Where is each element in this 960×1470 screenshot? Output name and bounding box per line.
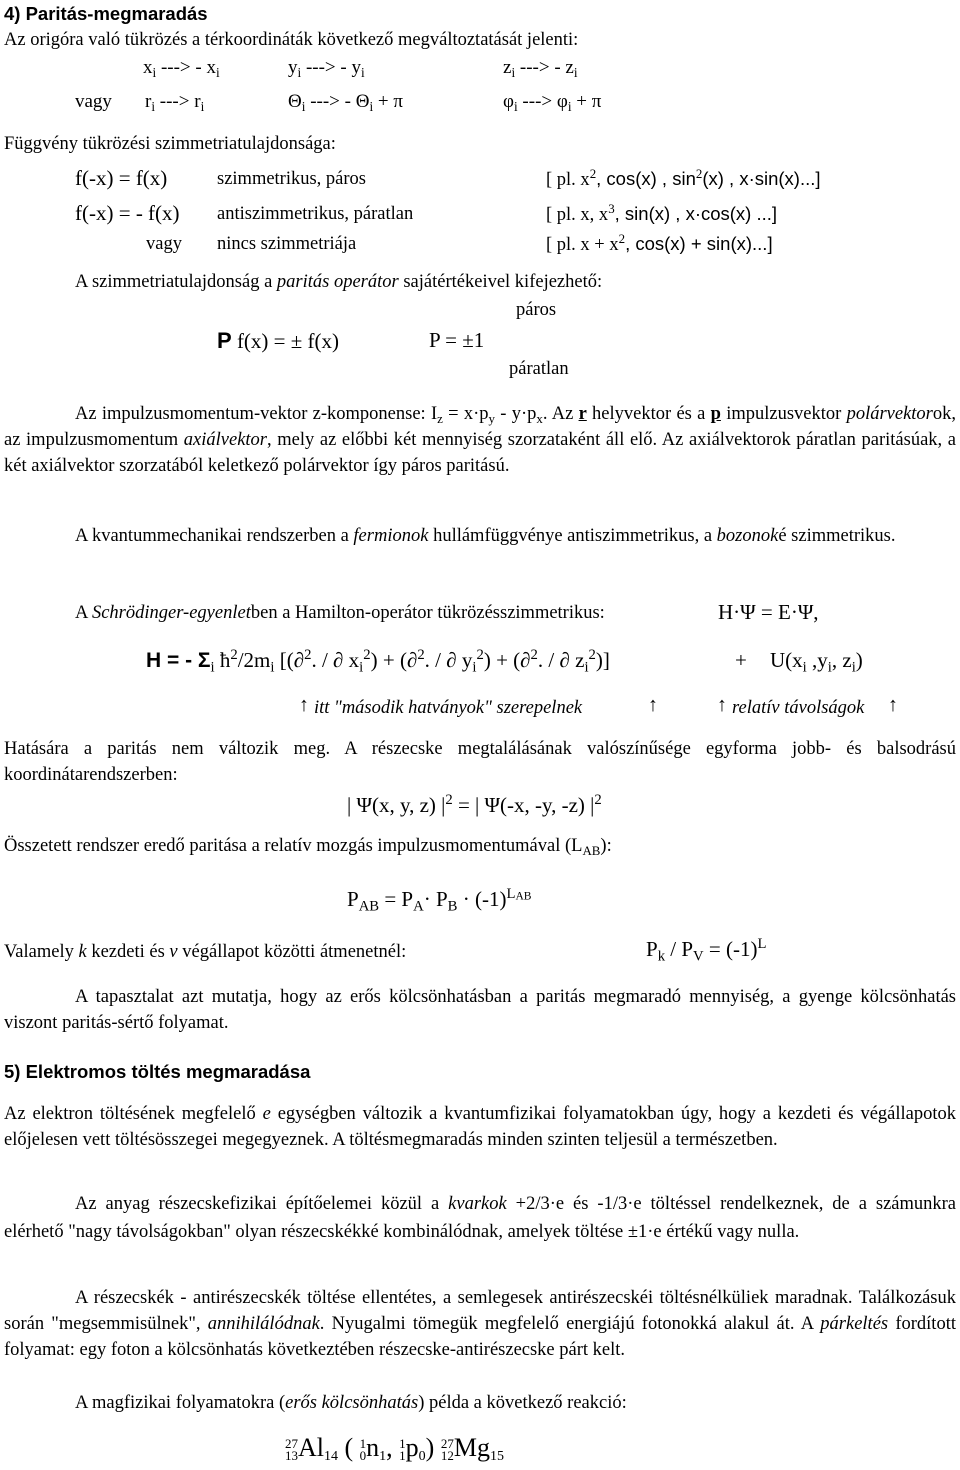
- composite-parity-text: Összetett rendszer eredő paritása a relatív mozgás impulzusmomentumával $(L_{AB})$:: [4, 836, 612, 858]
- nuclear-reaction: 27 13 $Al_{14}$ ( 1 0 $n_1$, 1 1 $p_0$) 27 12 $Mg_{15}$: [285, 1433, 504, 1465]
- pk-equation: $P_k / P_V = (-1)^L$: [646, 935, 767, 965]
- parity-unchanged-paragraph: Hatására a paritás nem változik meg. A részecske megtalálásának valószínűsége egyforma jobb- és balsodrású koordinátarendszerben:: [4, 739, 956, 785]
- parity-operator-text: A szimmetriatulajdonság a paritás operátor sajátértékeivel kifejezhető:: [75, 272, 603, 292]
- sym-none-vagy: vagy: [146, 234, 182, 254]
- hamiltonian-plus: +: [735, 648, 747, 672]
- function-symmetry-label: Függvény tükrözési szimmetriatulajdonsága:: [4, 134, 336, 154]
- sym-none-name: nincs szimmetriája: [217, 234, 357, 254]
- parity-intro: Az origóra való tükrözés a térkoordináták következő megváltoztatását jelenti:: [4, 30, 579, 50]
- sym-none-example: [ pl. $x + x^2$, cos(x) + sin(x)...]: [546, 230, 773, 255]
- note-relative-distances: relatív távolságok: [732, 698, 865, 718]
- map-vagy: vagy: [75, 91, 112, 112]
- note-second-powers: itt "második hatványok" szerepelnek: [314, 698, 583, 718]
- schrodinger-eq: H·Ψ = E·Ψ,: [718, 600, 819, 624]
- label-paros: páros: [516, 300, 557, 320]
- charge-paragraph-4: A magfizikai folyamatokra (erős kölcsönhatás) példa a következő reakció:: [75, 1393, 627, 1413]
- charge-paragraph-2: Az anyag részecskefizikai építőelemei közül a kvarkok +2/3·e és -1/3·e töltéssel rendelkeznek, de a számunkra elérhető "nagy távolságokban" olyan részecskékké kombinálódnak, amelyek töltése ±1·e értékű vagy nulla.: [4, 1194, 957, 1242]
- parity-eigen-eq: P f(x) = ± f(x): [217, 328, 340, 353]
- label-paratlan: páratlan: [509, 359, 569, 379]
- parity-eigen-values: P = ±1: [429, 328, 485, 352]
- sym-odd-eq: f(-x) = - f(x): [75, 201, 180, 225]
- sym-even-eq: f(-x) = f(x): [75, 166, 168, 190]
- schrodinger-text: A Schrödinger-egyenletben a Hamilton-operátor tükrözésszimmetrikus:: [75, 603, 605, 623]
- psi-equation: | Ψ(x, y, z) $|^2$ = | Ψ(-x, -y, -z) $|^2$: [347, 791, 602, 817]
- arrow-up-icon: ↑: [888, 694, 898, 716]
- hamiltonian-potential: $U(x_i$ $,y_i$, $z_i$): [770, 648, 863, 676]
- sym-odd-name: antiszimmetrikus, páratlan: [217, 204, 414, 224]
- impulse-paragraph: Az impulzusmomentum-vektor z-komponense: $I_z = x\cdot p_y - y\cdot p_x$. Az r helyvektor és a p impulzusvektor polárvektorok, az impulzusmomentum axiálvektor, mely az előbbi két mennyiség szorzataként áll elő. Az axiálvektorok páratlan paritásúak, a két axiálvektor szorzatából keletkező polárvektor így páros paritású.: [4, 404, 956, 476]
- sym-even-example: [ pl. $x^2$, cos(x) , $\sin^2(x)$ , x·sin(x)...]: [546, 165, 821, 190]
- transition-text: Valamely k kezdeti és v végállapot közötti átmenetnél:: [4, 942, 407, 962]
- arrow-up-icon: ↑: [717, 694, 727, 716]
- experience-paragraph: A tapasztalat azt mutatja, hogy az erős kölcsönhatásban a paritás megmaradó mennyiség, a gyenge kölcsönhatás viszont paritás-sértő folyamat.: [4, 987, 956, 1033]
- map-theta: $\Theta_i$ ---> - $\Theta_i + \pi$: [288, 91, 403, 114]
- arrow-up-icon: ↑: [299, 694, 309, 716]
- section-title-parity: 4) Paritás-megmaradás: [4, 3, 208, 24]
- charge-paragraph-3: A részecskék - antirészecskék töltése ellentétes, a semlegesek antirészecskéi töltésnélküliek maradnak. Találkozásuk során "megsemmisülnek", annihilálódnak. Nyugalmi tömegük megfelelő energiájú fotonokká alakul át. A párkeltés fordított folyamat: egy foton a kölcsönhatás következtében részecske-antirészecske párt kelt.: [4, 1288, 956, 1360]
- sym-even-name: szimmetrikus, páros: [217, 169, 367, 189]
- sym-odd-example: [ pl. x, $x^3$, sin(x) , x·cos(x) ...]: [546, 200, 778, 225]
- map-phi: $\varphi_i$ ---> $\varphi_i + \pi$: [503, 91, 602, 114]
- pab-equation: $P_{AB} = P_A\cdot P_B \cdot (-1)^{LAB}$: [347, 885, 532, 915]
- charge-paragraph-1: Az elektron töltésének megfelelő e egységben változik a kvantumfizikai folyamatokban úgy, hogy a kezdeti és végállapotok előjelesen vett töltésösszegei megegyeznek. A töltésmegmaradás minden szinten teljesül a természetben.: [4, 1104, 956, 1150]
- map-x: $x_i$ ---> - $x_i$: [143, 57, 220, 80]
- map-y: $y_i$ ---> - $y_i$: [288, 57, 365, 80]
- map-z: $z_i$ ---> - $z_i$: [503, 57, 578, 80]
- quantum-paragraph: A kvantummechanikai rendszerben a fermionok hullámfüggvénye antiszimmetrikus, a bozonoké szimmetrikus.: [75, 526, 896, 546]
- section-title-charge: 5) Elektromos töltés megmaradása: [4, 1061, 311, 1082]
- arrow-up-icon: ↑: [648, 694, 658, 716]
- map-r: $r_i$ ---> $r_i$: [145, 91, 205, 114]
- hamiltonian-eq: H = - $\Sigma_i$ $ħ^2/2m_i$ [(∂$^2$. / ∂ $x_i^2) + (\partial^2$. / ∂ $y_i^2) + (\partial^2$. / ∂ $z_i^2$)]: [146, 646, 610, 676]
